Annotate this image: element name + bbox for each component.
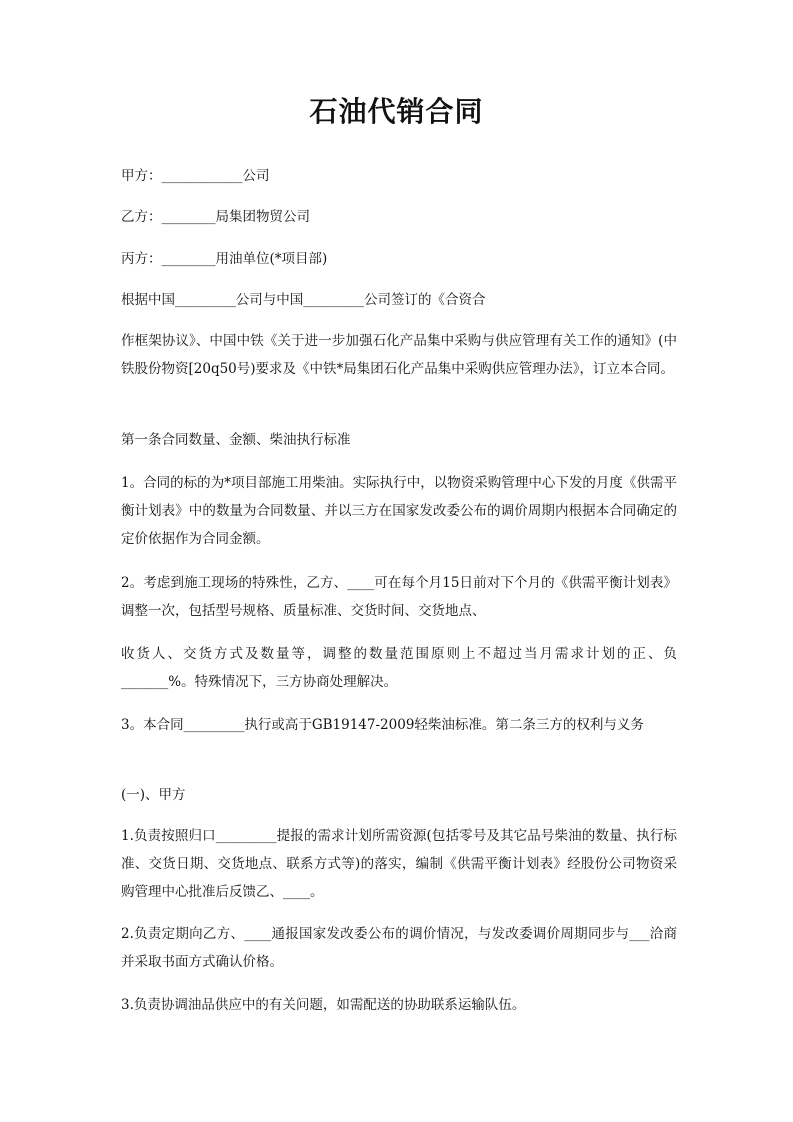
party-a-duty-3: 3.负责协调油品供应中的有关问题，如需配送的协助联系运输队伍。: [121, 997, 526, 1013]
preamble-line: 根据中国_________公司与中国_________公司签订的《合资合: [121, 292, 486, 308]
article-1-heading: 第一条合同数量、金额、柴油执行标准: [121, 432, 351, 448]
clause-1-2: 2。考虑到施工现场的特殊性，乙方、____可在每个月15日前对下个月的《供需平衡计划表》调整一次，包括型号规格、质量标准、交货时间、交货地点、: [121, 575, 677, 619]
clause-1-2-continuation: 收货人、交货方式及数量等，调整的数量范围原则上不超过当月需求计划的正、负_______%。特殊情况下，三方协商处理解决。: [121, 646, 677, 690]
party-b-line: 乙方：________局集团物贸公司: [121, 209, 310, 225]
clause-1-1: 1。合同的标的为*项目部施工用柴油。实际执行中，以物资采购管理中心下发的月度《供需平衡计划表》中的数量为合同数量、并以三方在国家发改委公布的调价周期内根据本合同确定的定价依据作为合同金额。: [121, 475, 677, 547]
party-a-section-heading: (一)、甲方: [121, 787, 186, 803]
document-title: 石油代销合同: [309, 95, 484, 128]
party-a-duty-2: 2.负责定期向乙方、____通报国家发改委公布的调价情况，与发改委调价周期同步与___洽商并采取书面方式确认价格。: [121, 926, 677, 970]
party-c-line: 丙方：________用油单位(*项目部): [121, 251, 328, 267]
party-a-duty-1: 1.负责按照归口_________提报的需求计划所需资源(包括零号及其它品号柴油的数量、执行标准、交货日期、交货地点、联系方式等)的落实，编制《供需平衡计划表》经股份公司物资采购管理中心批准后反馈乙、____。: [121, 828, 677, 900]
party-a-line: 甲方：____________公司: [121, 168, 270, 184]
preamble-continuation: 作框架协议》、中国中铁《关于进一步加强石化产品集中采购与供应管理有关工作的通知》(中铁股份物资[20q50号)要求及《中铁*局集团石化产品集中采购供应管理办法》，订立本合同。: [121, 333, 677, 377]
clause-1-3: 3。本合同_________执行或高于GB19147-2009轻柴油标准。第二条三方的权利与义务: [121, 717, 644, 733]
